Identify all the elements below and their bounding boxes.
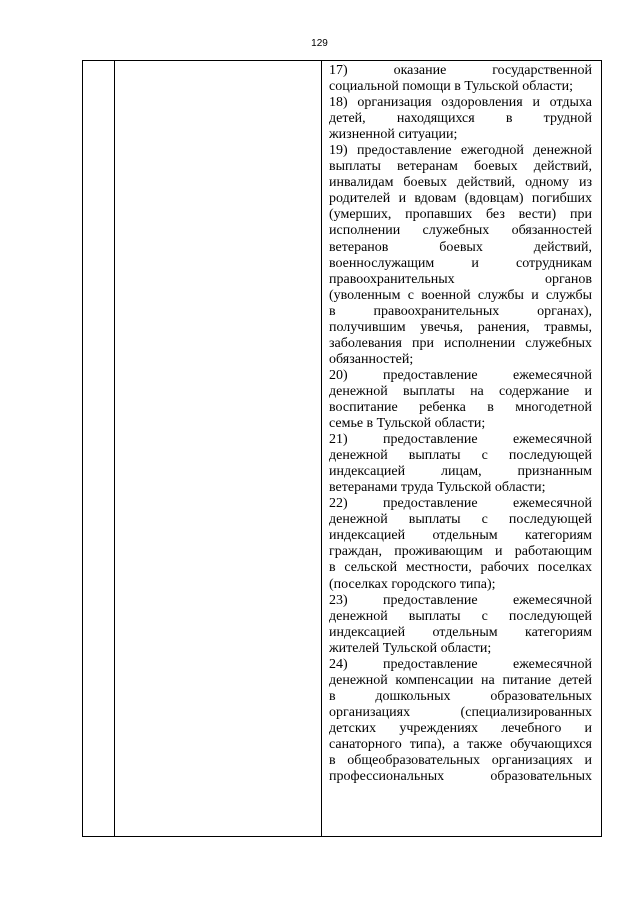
table-cell-blank: [115, 61, 322, 837]
text-line: в правоохранительных органах),: [329, 303, 592, 319]
text-line: (поселках городского типа);: [329, 576, 496, 592]
text-line: 20) предоставление ежемесячной: [329, 367, 592, 383]
text-line: денежной выплаты с последующей: [329, 448, 592, 464]
text-line: индексацией лицам, признанным: [329, 464, 592, 480]
text-line: социальной помощи в Тульской области;: [329, 79, 573, 95]
text-line: детских учреждениях лечебного и: [329, 720, 592, 736]
list-item: [329, 432, 592, 496]
text-line: воспитание ребенка в многодетной: [329, 399, 592, 415]
text-line: военнослужащим и сотрудникам: [329, 255, 592, 271]
text-line: граждан, проживающим и работающим: [329, 544, 592, 560]
text-line: ветеранов боевых действий,: [329, 239, 592, 255]
list-item: [329, 368, 592, 432]
text-line: профессиональных образовательных: [329, 769, 592, 785]
table-row: [83, 61, 602, 837]
text-line: правоохранительных органов: [329, 271, 592, 287]
text-line: индексацией отдельным категориям: [329, 528, 592, 544]
list-item: [329, 496, 592, 592]
text-line: заболевания при исполнении служебных: [329, 335, 592, 351]
text-line: 17) оказание государственной: [329, 63, 592, 78]
text-line: обязанностей;: [329, 351, 414, 367]
text-line: ветеранами труда Тульской области;: [329, 480, 546, 496]
text-line: санаторного типа), а также обучающихся: [329, 736, 592, 752]
document-table: [82, 60, 602, 837]
text-line: в общеобразовательных организациях и: [329, 753, 592, 769]
list-item: [329, 63, 592, 95]
text-line: денежной выплаты с последующей: [329, 512, 592, 528]
text-line: в дошкольных образовательных: [329, 688, 592, 704]
text-line: жителей Тульской области;: [329, 640, 492, 656]
text-line: (умерших, пропавших без вести) при: [329, 207, 592, 223]
text-line: получившим увечья, ранения, травмы,: [329, 319, 592, 335]
list-item: [329, 593, 592, 657]
text-line: инвалидам боевых действий, одному из: [329, 175, 592, 191]
list-item: [329, 143, 592, 368]
text-line: 23) предоставление ежемесячной: [329, 592, 592, 608]
text-line: 22) предоставление ежемесячной: [329, 496, 592, 512]
text-line: 21) предоставление ежемесячной: [329, 432, 592, 448]
text-line: денежной выплаты на содержание и: [329, 383, 592, 399]
text-line: 19) предоставление ежегодной денежной: [329, 143, 592, 159]
text-line: исполнении служебных обязанностей: [329, 223, 592, 239]
text-line: выплаты ветеранам боевых действий,: [329, 159, 592, 175]
table-cell-content: [322, 61, 602, 837]
text-line: детей, находящихся в трудной: [329, 111, 592, 127]
table-cell-index: [83, 61, 115, 837]
text-line: (уволенным с военной службы и службы: [329, 287, 592, 303]
list-item: [329, 95, 592, 143]
text-line: индексацией отдельным категориям: [329, 624, 592, 640]
page-number: 129: [311, 38, 328, 49]
text-line: организациях (специализированных: [329, 704, 592, 720]
text-line: денежной компенсации на питание детей: [329, 672, 592, 688]
text-line: в сельской местности, рабочих поселках: [329, 560, 592, 576]
list-item: [329, 657, 592, 785]
text-line: 24) предоставление ежемесячной: [329, 656, 592, 672]
text-line: семье в Тульской области;: [329, 416, 486, 432]
text-line: родителей и вдовам (вдовцам) погибших: [329, 191, 592, 207]
text-line: жизненной ситуации;: [329, 127, 458, 143]
text-line: 18) организация оздоровления и отдыха: [329, 95, 592, 111]
entries-list: [322, 61, 601, 836]
text-line: денежной выплаты с последующей: [329, 608, 592, 624]
